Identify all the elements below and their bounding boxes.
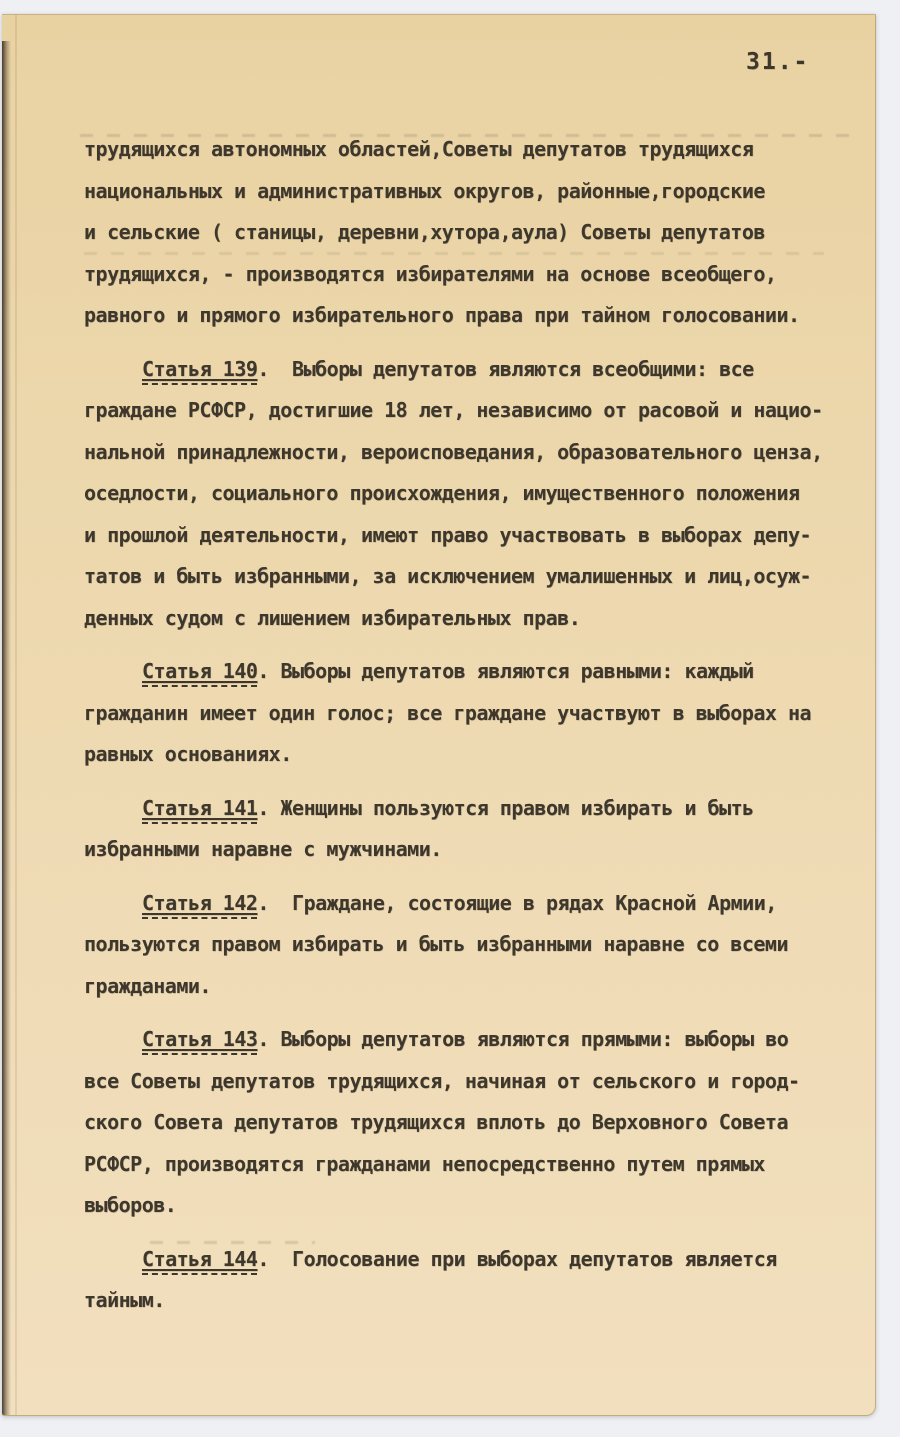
text-line: трудящихся, - производятся избирателями на основе всеобщего, xyxy=(84,261,777,286)
paragraph xyxy=(84,883,864,1008)
line-text: Граждане, состоящие в рядах Красной Армии, xyxy=(268,890,777,915)
text-line: нальной принадлежности, вероисповедания, образовательного ценза, xyxy=(84,439,823,464)
text-line: все Советы депутатов трудящихся, начиная от сельского и город- xyxy=(84,1068,800,1093)
text-line: денных судом с лишением избирательных прав. xyxy=(84,605,581,630)
text-line xyxy=(84,788,864,830)
label-period: . xyxy=(257,795,269,820)
binding-shadow-edge xyxy=(2,41,11,1415)
label-period: . xyxy=(257,1027,269,1051)
paper-fold-line xyxy=(15,15,17,1415)
paragraph xyxy=(84,1019,864,1227)
paragraph xyxy=(84,651,864,776)
label-period: . xyxy=(257,659,269,683)
article-label: Статья 141 xyxy=(142,796,257,824)
line-text: Женщины пользуются правом избирать и быть xyxy=(268,795,754,820)
text-line: национальных и административных округов, районные,городские xyxy=(84,178,765,203)
text-line xyxy=(84,129,864,171)
document-body xyxy=(84,129,864,1334)
article-label: Статья 139 xyxy=(142,357,257,385)
text-line: избранными наравне с мужчинами. xyxy=(84,837,442,861)
line-text: Выборы депутатов являются равными: каждый xyxy=(268,659,754,683)
text-line xyxy=(84,349,864,391)
text-line: и сельские ( станицы, деревни,хутора,аула) Советы депутатов xyxy=(84,220,765,244)
document-page xyxy=(2,14,876,1416)
page-number: 31.- xyxy=(746,49,810,75)
text-line: равных основаниях. xyxy=(84,742,292,766)
text-line: татов и быть избранными, за исключением умалишенных и лиц,осуж- xyxy=(84,564,812,588)
text-line: и прошлой деятельности, имеют право участвовать в выборах депу- xyxy=(84,522,812,547)
line-text: Голосование при выборах депутатов является xyxy=(268,1246,777,1271)
article-label: Статья 142 xyxy=(142,891,257,919)
paragraph xyxy=(84,349,864,640)
article-label: Статья 140 xyxy=(142,659,257,687)
text-line xyxy=(84,1239,864,1281)
text-line: граждане РСФСР, достигшие 18 лет, независимо от расовой и нацио- xyxy=(84,398,823,422)
text-line xyxy=(84,1019,864,1061)
text-line: пользуются правом избирать и быть избранными наравне со всеми xyxy=(84,932,789,956)
text-line: оседлости, социального происхождения, имущественного положения xyxy=(84,481,800,505)
paragraph xyxy=(84,1239,864,1322)
article-label: Статья 144 xyxy=(142,1247,257,1275)
paragraph xyxy=(84,788,864,871)
text-line xyxy=(84,883,864,925)
line-text: трудящихся автономных областей,Советы депутатов трудящихся xyxy=(84,137,754,161)
paragraph xyxy=(84,129,864,337)
label-period: . xyxy=(257,890,269,915)
text-line xyxy=(84,651,864,693)
text-line: гражданин имеет один голос; все граждане участвуют в выборах на xyxy=(84,700,812,725)
text-line: равного и прямого избирательного права при тайном голосовании. xyxy=(84,303,800,327)
article-label: Статья 143 xyxy=(142,1027,257,1055)
text-line: ского Совета депутатов трудящихся вплоть до Верховного Совета xyxy=(84,1110,789,1134)
text-line: выборов. xyxy=(84,1193,177,1217)
line-text: Выборы депутатов являются прямыми: выборы во xyxy=(268,1027,789,1051)
label-period: . xyxy=(257,1246,269,1271)
label-period: . xyxy=(257,356,269,381)
line-text: Выборы депутатов являются всеобщими: все xyxy=(268,356,754,381)
text-line: РСФСР, производятся гражданами непосредственно путем прямых xyxy=(84,1151,765,1176)
text-line: гражданами. xyxy=(84,973,211,998)
text-line: тайным. xyxy=(84,1288,165,1312)
